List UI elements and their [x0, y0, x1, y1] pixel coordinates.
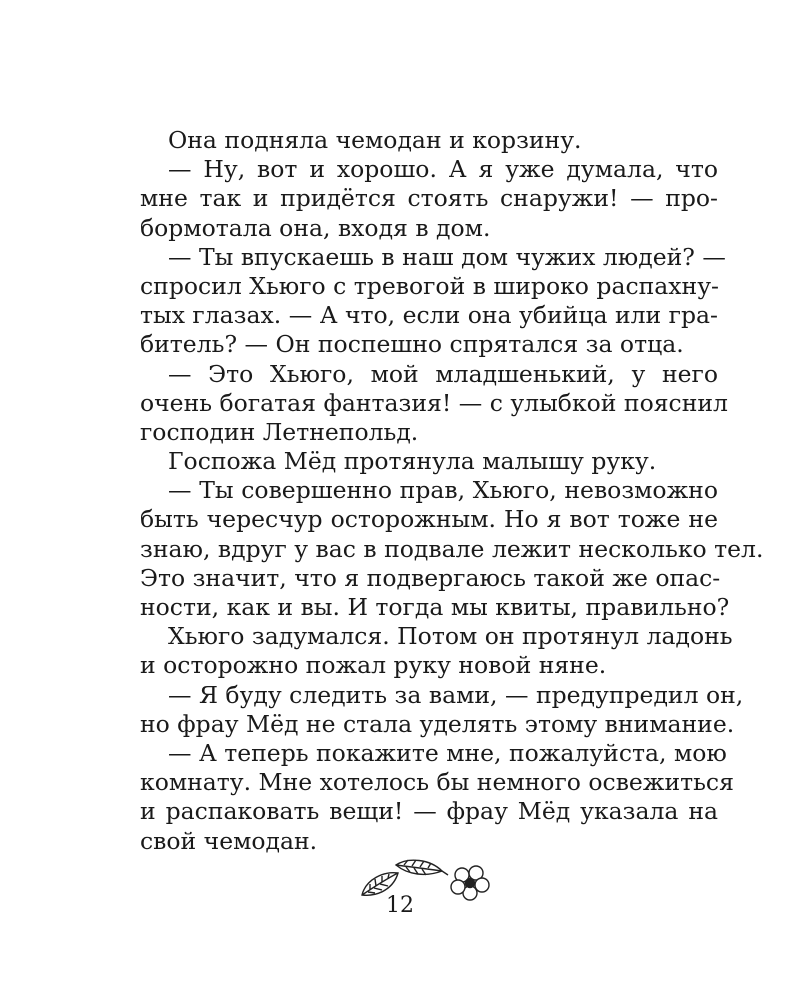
text-line: Госпожа Мёд протянула малышу руку.	[168, 447, 657, 476]
text-line: Хьюго задумался. Потом он протянул ладонь	[168, 622, 733, 651]
text-line: и распаковать вещи! — фрау Мёд указала на	[140, 797, 718, 826]
upper-leaf-icon	[396, 860, 448, 875]
text-line: — Я буду следить за вами, — предупредил он,	[168, 680, 744, 709]
text-line: ности, как и вы. И тогда мы квиты, правильно?	[140, 593, 730, 621]
text-line: Она подняла чемодан и корзину.	[168, 126, 582, 154]
text-line: тых глазах. — А что, если она убийца или гра-	[140, 301, 718, 330]
text-line: но фрау Мёд не стала уделять этому внимание.	[140, 709, 735, 738]
text-line: очень богатая фантазия! — с улыбкой пояснил	[140, 388, 728, 417]
text-line: комнату. Мне хотелось бы немного освежиться	[140, 768, 734, 797]
text-line: спросил Хьюго с тревогой в широко распахну-	[140, 271, 719, 300]
page-text	[140, 126, 764, 856]
text-line: — Ты впускаешь в наш дом чужих людей? —	[168, 242, 726, 271]
text-line: быть чересчур осторожным. Но я вот тоже не	[140, 505, 718, 534]
text-line: — Ну, вот и хорошо. А я уже думала, что	[168, 155, 718, 184]
text-line: — Ты совершенно прав, Хьюго, невозможно	[168, 476, 718, 505]
page-number: 12	[386, 893, 414, 918]
text-line: бормотала она, входя в дом.	[140, 213, 491, 242]
text-line: господин Летнепольд.	[140, 417, 419, 446]
text-line: мне так и придётся стоять снаружи! — про-	[140, 184, 718, 213]
lower-leaf-icon	[362, 873, 398, 896]
text-line: знаю, вдруг у вас в подвале лежит несколько тел.	[140, 534, 764, 563]
text-line: — А теперь покажите мне, пожалуйста, мою	[168, 738, 727, 767]
text-line: свой чемодан.	[140, 826, 318, 855]
text-line: Это значит, что я подвергаюсь такой же опас-	[140, 563, 721, 592]
text-line: — Это Хьюго, мой младшенький, у него	[168, 359, 718, 388]
text-line: и осторожно пожал руку новой няне.	[140, 651, 607, 680]
text-line: битель? — Он поспешно спрятался за отца.	[140, 330, 684, 359]
